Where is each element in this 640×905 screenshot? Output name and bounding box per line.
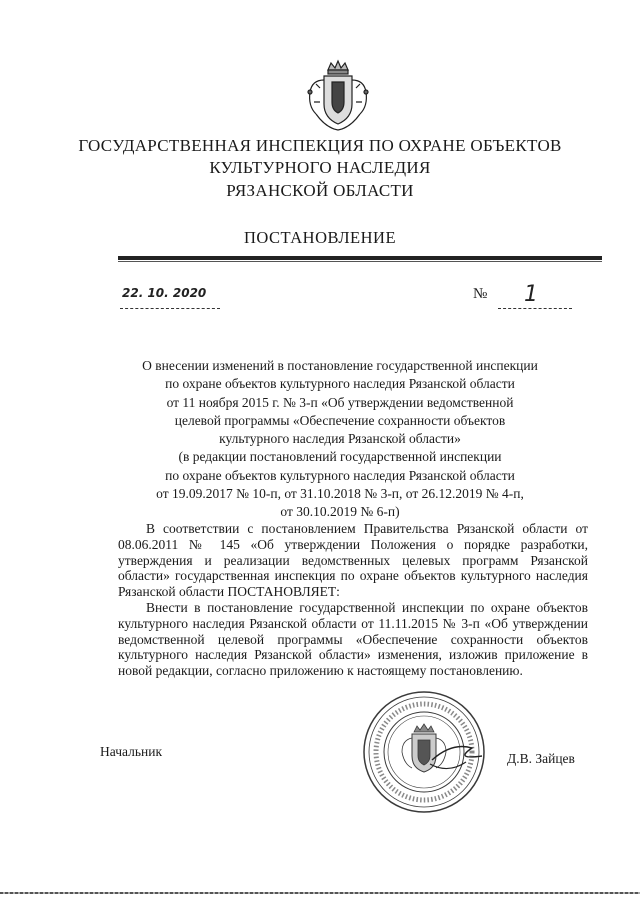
official-seal-stamp <box>362 690 486 814</box>
title-line: от 19.09.2017 № 10-п, от 31.10.2018 № 3-п, от 26.12.2019 № 4-п, <box>156 486 524 502</box>
document-date: 22. 10. 2020 <box>122 286 207 300</box>
document-body <box>118 521 588 679</box>
document-number: 1 <box>524 282 538 307</box>
title-line: (в редакции постановлений государственной инспекции <box>178 449 502 465</box>
title-line: культурного наследия Рязанской области» <box>219 431 461 447</box>
title-line: от 30.10.2019 № 6-п) <box>280 504 400 520</box>
authority-name-line-3: РЯЗАНСКОЙ ОБЛАСТИ <box>226 181 414 200</box>
title-line: целевой программы «Обеспечение сохранности объектов <box>174 412 506 428</box>
number-field <box>498 282 572 309</box>
signer-position: Начальник <box>100 744 163 759</box>
document-type: ПОСТАНОВЛЕНИЕ <box>243 228 397 247</box>
number-label: № <box>473 286 488 302</box>
header-divider-thin <box>118 261 602 262</box>
signer-name: Д.В. Зайцев <box>507 751 575 766</box>
body-paragraph-resolution: Внести в постановление государственной инспекции по охране объектов культурного наследия Рязанской области от 11.11.2015 № 3-п «Об утверждении ведомственной целевой программы «Обеспечение сохранности объектов культурного наследия Рязанской области» изменения, изложив приложение в новой редакции, согласно приложению к настоящему постановлению. <box>118 599 588 679</box>
date-field <box>120 286 220 309</box>
title-line: от 11 ноября 2015 г. № 3-п «Об утверждении ведомственной <box>166 394 514 410</box>
document-title <box>120 357 560 522</box>
title-line: по охране объектов культурного наследия Рязанской области <box>165 467 515 483</box>
title-line: О внесении изменений в постановление государственной инспекции <box>142 358 538 373</box>
authority-name-line-2: КУЛЬТУРНОГО НАСЛЕДИЯ <box>209 158 431 177</box>
coat-of-arms-emblem <box>304 58 372 134</box>
scan-bottom-edge <box>0 892 640 894</box>
body-paragraph-basis: В соответствии с постановлением Правительства Рязанской области от 08.06.2011 № 145 «Об утверждении Положения о порядке разработки, утверждения и реализации ведомственных целевых программ Рязанской области» государственная инспекция по охране объектов культурного наследия Рязанской области ПОСТАНОВЛЯЕТ: <box>118 521 588 600</box>
authority-name-line-1: ГОСУДАРСТВЕННАЯ ИНСПЕКЦИЯ ПО ОХРАНЕ ОБЪЕКТОВ <box>78 136 562 155</box>
title-line: по охране объектов культурного наследия Рязанской области <box>165 376 515 392</box>
header-divider <box>118 256 602 260</box>
